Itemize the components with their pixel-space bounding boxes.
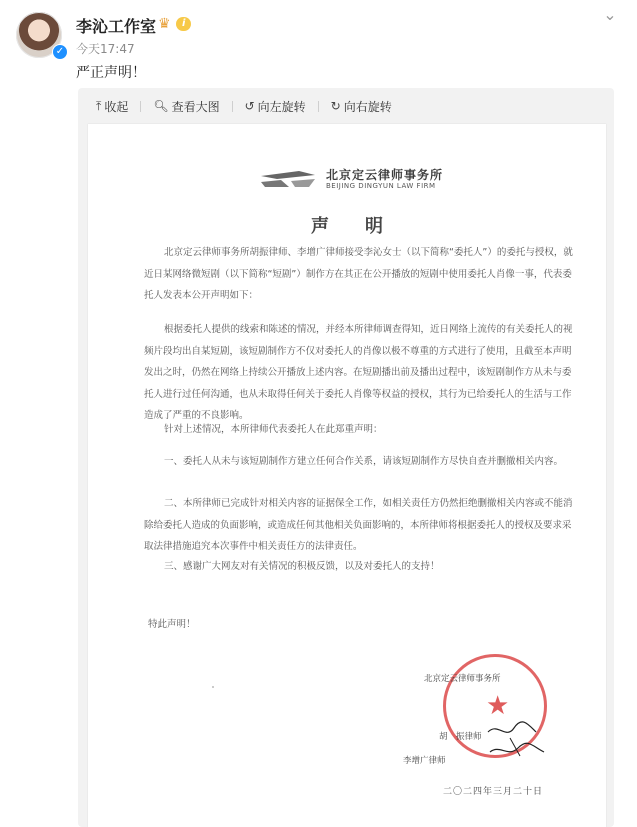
paragraph: 二、本所律师已完成针对相关内容的证据保全工作，如相关责任方仍然拒绝删撤相关内容或不能消除给委托人造成的负面影响，或造成任何其他相关负面影响的，本所律师将根据委托人的授权及要求采取法律措施追究本次事件中相关责任方的法律责任。 [144, 498, 573, 552]
paragraph: 根据委托人提供的线索和陈述的情况，并经本所律师调查得知，近日网络上流传的有关委托人的视频片段均出自某短剧，该短剧制作方不仅对委托人的肖像以极不尊重的方式进行了使用，且截至本声明发出之时，仍然在网络上持续公开播放上述内容。在短剧播出前及播出过程中，该短剧制作方从未与委托人进行过任何沟通，也从未取得任何关于委托人肖像等权益的授权，其行为已给委托人的生活与工作造成了严重的不良影响。 [144, 324, 573, 421]
document-title: 声明 [311, 216, 419, 237]
rotate-left-icon: ↺ [244, 99, 255, 113]
image-toolbar [96, 96, 392, 116]
divider [140, 101, 141, 112]
firm-name-en: BEIJING DINGYUN LAW FIRM [326, 182, 436, 190]
crown-icon[interactable]: ♛ [158, 16, 171, 32]
firm-logo-icon [259, 167, 317, 191]
post-text: 严正声明！ [76, 65, 146, 81]
collapse-button[interactable] [96, 98, 128, 115]
search-icon: 🔍︎ [153, 99, 169, 113]
paragraph: 针对上述情况，本所律师代表委托人在此郑重声明： [164, 424, 383, 435]
signature-firm: 北京定云律师事务所 [424, 674, 501, 684]
rotate-right-label: 向右旋转 [343, 99, 392, 114]
paragraph: 北京定云律师事务所胡振律师、李增广律师接受李沁女士（以下简称“委托人”）的委托与授权，就近日某网络微短剧（以下简称“短剧”）制作方在其正在公开播放的短剧中使用委托人肖像一事，代表委托人发表本公开声明如下： [144, 247, 573, 301]
collapse-label: 收起 [104, 99, 129, 114]
divider [318, 101, 319, 112]
paragraph: 一、委托人从未与该短剧制作方建立任何合作关系，请该短剧制作方尽快自查并删撤相关内容。 [164, 456, 564, 467]
star-icon: ★ [486, 691, 510, 721]
rotate-right-icon: ↻ [330, 99, 341, 113]
rotate-left-label: 向左旋转 [257, 99, 306, 114]
firm-name-cn: 北京定云律师事务所 [326, 168, 444, 182]
document-date: 二〇二四年三月二十日 [443, 787, 544, 797]
rotate-left-button[interactable] [245, 98, 306, 115]
level-badge[interactable]: i [176, 17, 191, 31]
collapse-icon: ⤒ [96, 98, 102, 113]
chevron-down-icon[interactable]: ⌄ [603, 5, 617, 24]
view-large-label: 查看大图 [171, 99, 220, 114]
verified-icon: ✓ [52, 44, 68, 60]
divider [232, 101, 233, 112]
handwritten-signature-icon [480, 718, 550, 762]
paragraph: 三、感谢广大网友对有关情况的积极反馈，以及对委托人的支持！ [164, 561, 440, 572]
post-time[interactable]: 今天17:47 [76, 42, 135, 56]
closing-line: 特此声明！ [148, 619, 196, 630]
rotate-right-button[interactable] [331, 98, 392, 115]
username[interactable]: 李沁工作室 [76, 17, 157, 36]
signature-lawyer-2: 李增广律师 [403, 756, 446, 766]
statement-image[interactable] [88, 124, 606, 827]
view-large-button[interactable] [153, 98, 219, 115]
signature-lawyer-1: 胡 振律师 [439, 732, 482, 742]
speck [212, 686, 214, 688]
